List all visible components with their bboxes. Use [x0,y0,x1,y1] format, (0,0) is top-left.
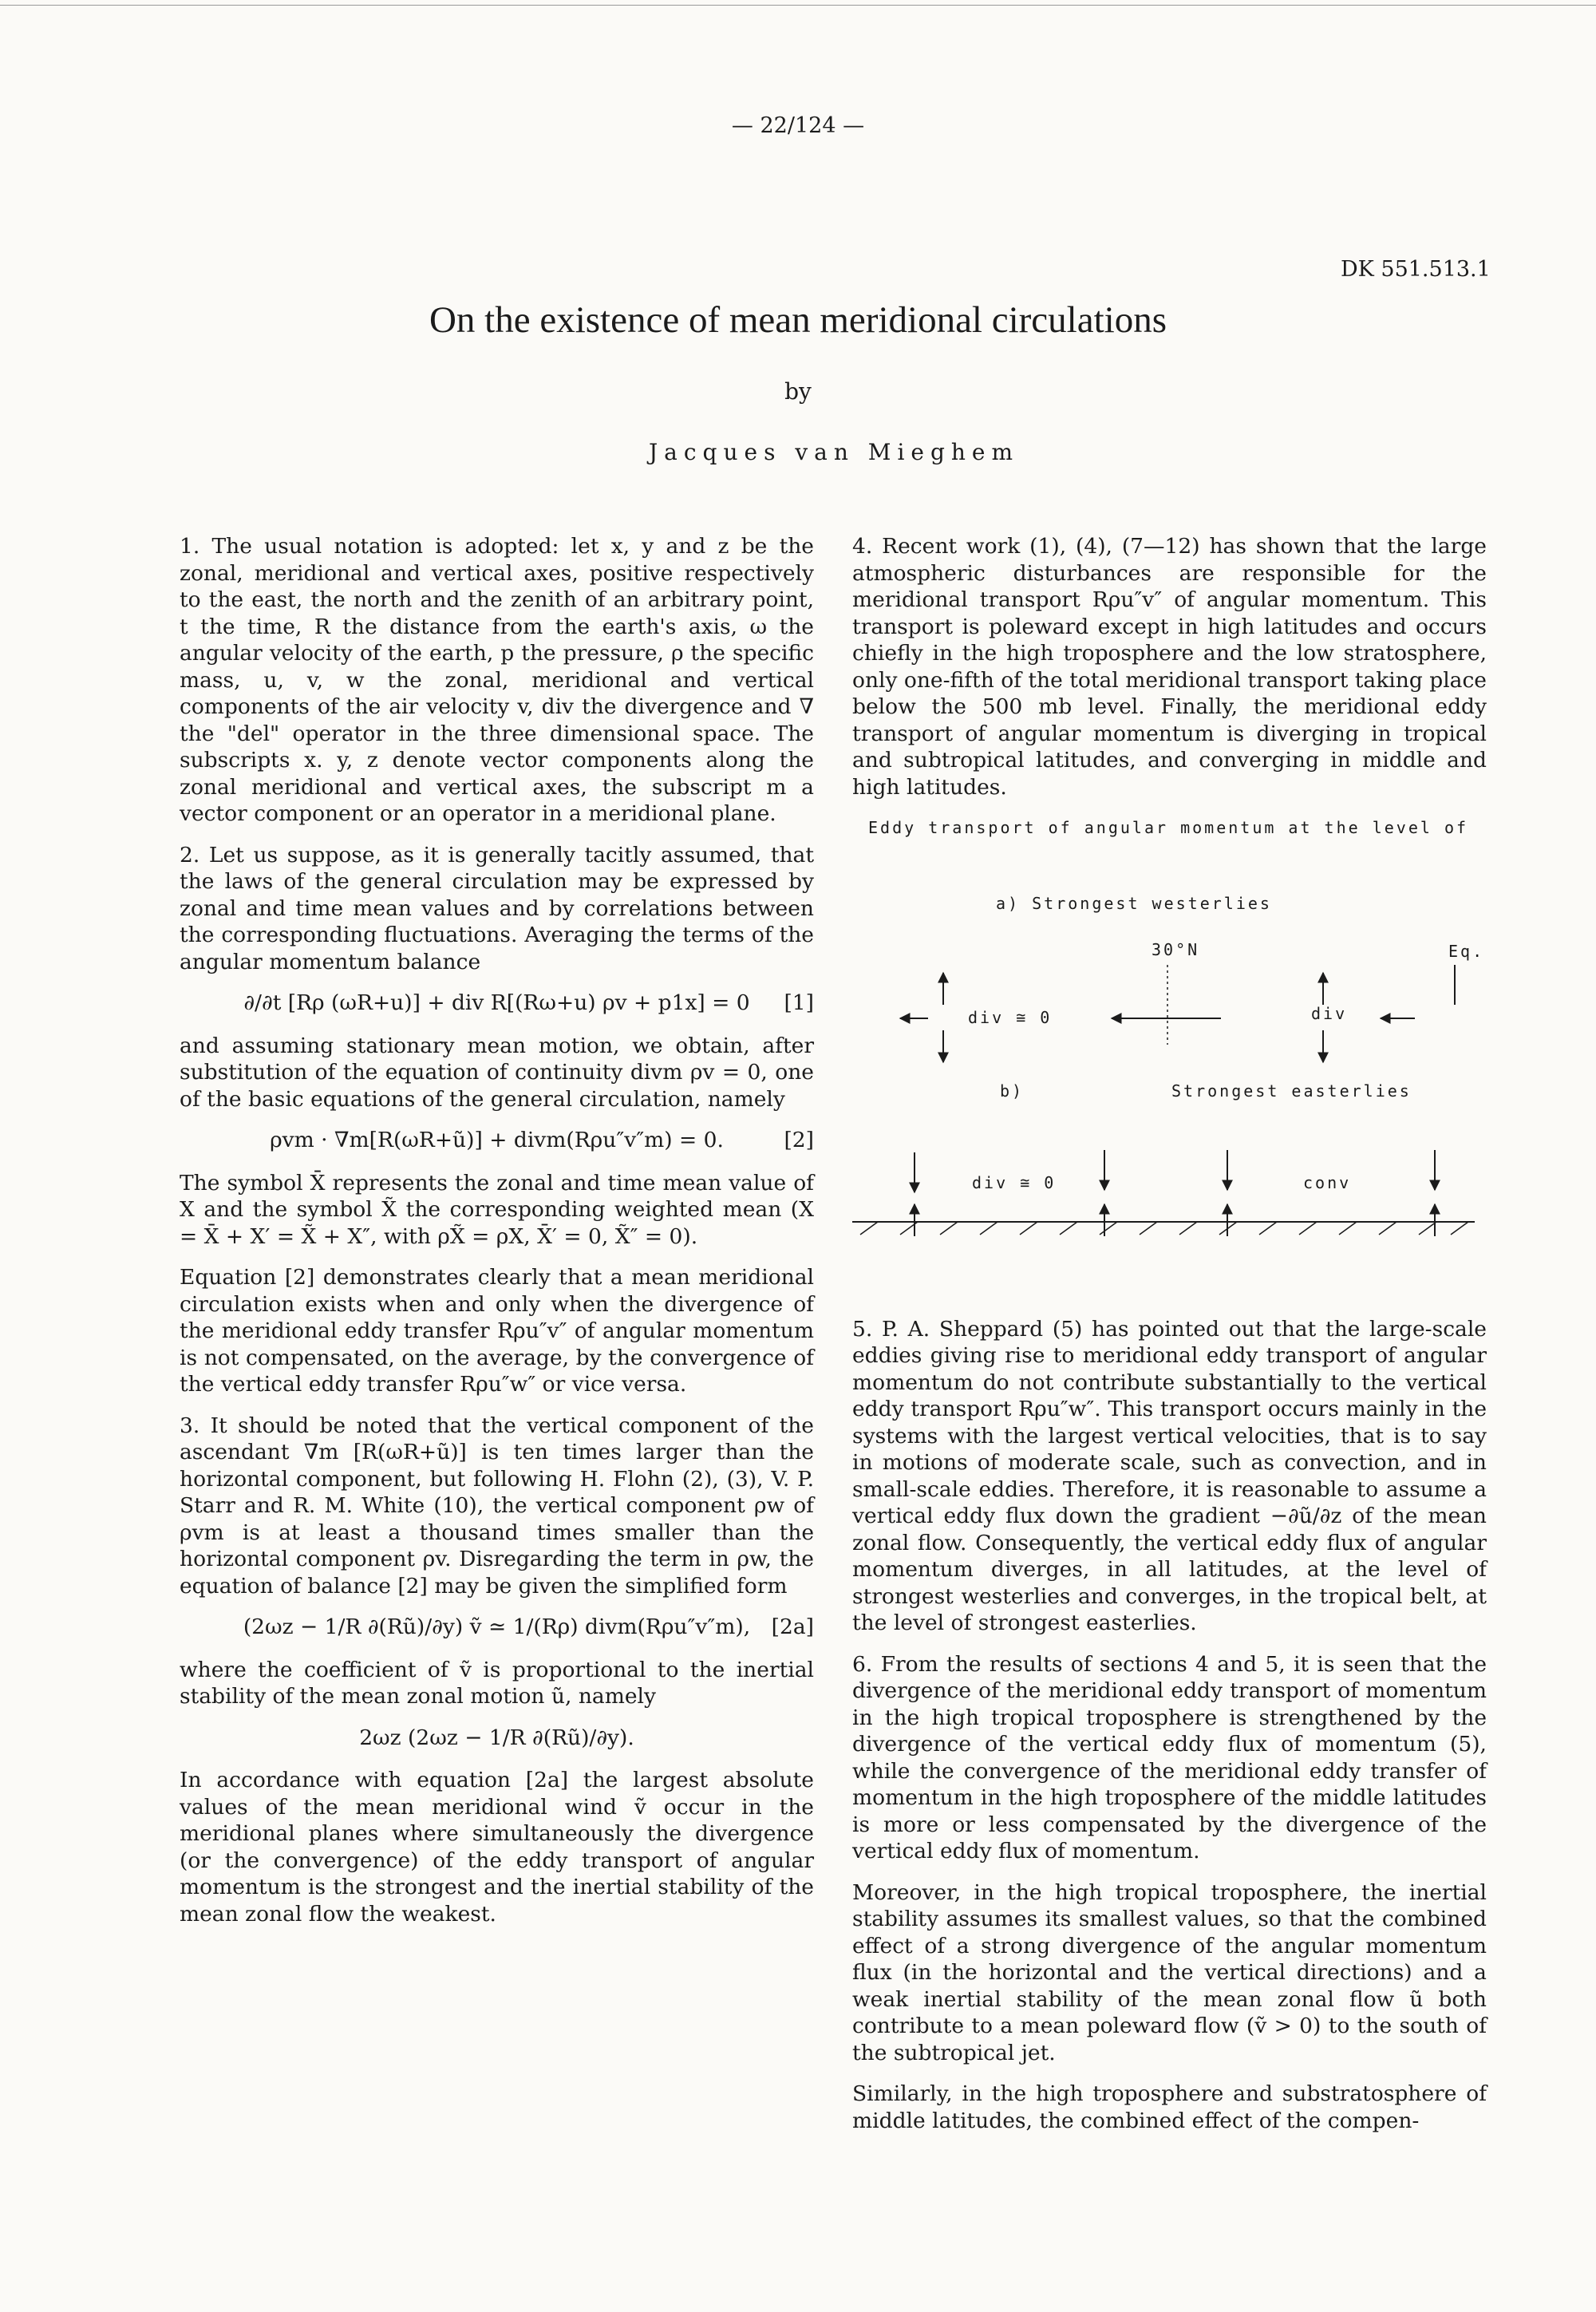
panel-b-title: Strongest easterlies [1171,1081,1412,1101]
equation-2a [180,1614,814,1641]
middle-latitudes-paragraph: Similarly, in the high troposphere and substratosphere of middle latitudes, the combined effect of the compen- [852,2081,1487,2133]
section-3-paragraph: 3. It should be noted that the vertical component of the ascendant ∇m [R(ωR+ũ)] is ten times larger than the horizontal component, but following H. Flohn (2), (3), V. P. Starr and R. M. White (10), the vertical component ρw of ρvm is at least a thousand times smaller than the horizontal component ρv. Disregarding the term in ρw, the equation of balance [2] may be given the simplified form [180,1413,814,1599]
inertial-stability-paragraph: where the coefficient of ṽ is proportional to the inertial stability of the mean zonal motion ũ, namely [180,1657,814,1709]
equation-2a-number: [2a] [771,1614,814,1639]
div-label-a: div [1311,1003,1348,1023]
paper-title: On the existence of mean meridional circulations [429,299,1167,341]
section-2-paragraph: 2. Let us suppose, as it is generally tacitly assumed, that the laws of the general circulation may be expressed by zonal and time mean values and by correlations between the corresponding fluctuations. Averaging the terms of the angular momentum balance [180,842,814,974]
equation-2-text: ρvm · ∇m[R(ωR+ũ)] + divm(Rρu″v″m) = 0. [270,1128,724,1152]
panel-a-label: a) Strongest westerlies [996,893,1272,913]
panel-b-label: b) [1000,1081,1025,1101]
equation-2 [180,1127,814,1154]
equation-1 [180,990,814,1017]
equation-2a-text: (2ωz − 1/R ∂(Rũ)/∂y) ṽ ≃ 1/(Rρ) divm(Rρu″v″m), [243,1614,751,1639]
inertial-stability-expression [180,1725,814,1752]
left-column [180,533,814,1942]
ground-hatching [860,1222,1468,1235]
eddy-transport-diagram [852,853,1487,1300]
continuity-paragraph: and assuming stationary mean motion, we obtain, after substitution of the equation of continuity divm ρv = 0, one of the basic equations of the general circulation, namely [180,1033,814,1112]
mean-symbol-paragraph: The symbol X̄ represents the zonal and time mean value of X and the symbol X̃ the corresponding weighted mean (X = X̄ + X′ = X̃ + X″, with ρX̃ = ρX, X̄′ = 0, X̃″ = 0). [180,1170,814,1249]
section-6-paragraph: 6. From the results of sections 4 and 5, it is seen that the divergence of the meridional eddy transport of momentum in the high tropical troposphere is strengthened by the divergence of the vertical eddy flux of momentum (5), while the convergence of the meridional eddy transfer of momentum in the high troposphere of the middle latitudes is more or less compensated by the divergence of the vertical eddy flux of momentum. [852,1651,1487,1863]
equation-1-number: [1] [784,990,814,1015]
section-5-paragraph: 5. P. A. Sheppard (5) has pointed out that the large-scale eddies giving rise to meridional eddy transport of angular momentum do not contribute substantially to the vertical eddy transport Rρu″w″. This transport occurs mainly in the systems with the largest vertical velocities, that is to say in motions of moderate scale, such as convection, and in small-scale eddies. Therefore, it is reasonable to assume a vertical eddy flux down the gradient −∂ũ/∂z of the mean zonal flow. Consequently, the vertical eddy flux of angular momentum diverges, in all latitudes, at the level of strongest westerlies and converges, in the tropical belt, at the level of strongest easterlies. [852,1316,1487,1635]
equation-2-discussion: Equation [2] demonstrates clearly that a mean meridional circulation exists when and only when the divergence of the meridional eddy transfer Rρu″v″ of angular momentum is not compensated, on the average, by the convergence of the vertical eddy transfer Rρu″w″ or vice versa. [180,1265,814,1397]
equation-2a-conclusion: In accordance with equation [2a] the largest absolute values of the mean meridional wind ṽ occur in the meridional planes where simultaneously the divergence (or the convergence) of the eddy transport of angular momentum is the strongest and the inertial stability of the mean zonal flow the weakest. [180,1768,814,1927]
latitude-30n-label: 30°N [1152,939,1200,959]
section-4-paragraph: 4. Recent work (1), (4), (7—12) has shown that the large atmospheric disturbances are responsible for the meridional transport Rρu″v″ of angular momentum. This transport is poleward except in high latitudes and occurs chiefly in the high troposphere and the low stratosphere, only one-fifth of the total meridional transport taking place below the 500 mb level. Finally, the meridional eddy transport of angular momentum is diverging in tropical and subtropical latitudes, and converging in middle and high latitudes. [852,534,1487,800]
page-number: — 22/124 — [731,113,865,138]
inertial-stability-discussion: Moreover, in the high tropical troposphere, the inertial stability assumes its smallest values, so that the combined effect of a strong divergence of the angular momentum flux (in the horizontal and the vertical directions) and a weak inertial stability of the mean zonal flow ũ both contribute to a mean poleward flow (ṽ > 0) to the south of the subtropical jet. [852,1879,1487,2065]
equator-label: Eq. [1448,941,1485,961]
equation-1-text: ∂/∂t [Rρ (ωR+u)] + div R[(Rω+u) ρv + p1x] = 0 [243,990,750,1015]
author-name: Jacques van Mieghem [648,439,1020,465]
figure-caption: Eddy transport of angular momentum at the level of [868,818,1469,837]
scan-edge-line [0,5,1596,6]
inertial-stability-text: 2ωz (2ωz − 1/R ∂(Rũ)/∂y). [359,1725,634,1750]
right-column [852,533,1487,2148]
dk-classification: DK 551.513.1 [1341,257,1491,282]
conv-label-b: conv [1303,1172,1352,1192]
section-1-paragraph: 1. The usual notation is adopted: let x, y and z be the zonal, meridional and vertical axes, positive respectively to the east, the north and the zenith of an arbitrary point, t the time, R the distance from the earth's axis, ω the angular velocity of the earth, p the pressure, ρ the specific mass, u, v, w the zonal, meridional and vertical components of the air velocity v, div the divergence and ∇ the "del" operator in the three dimensional space. The subscripts x. y, z denote vector components along the zonal meridional and vertical axes, the subscript m a vector component or an operator in a meridional plane. [180,534,814,826]
equation-2-number: [2] [784,1128,814,1152]
byline: by [784,378,812,405]
div-approx-zero-a: div ≅ 0 [968,1007,1053,1027]
div-approx-zero-b: div ≅ 0 [972,1172,1057,1192]
eddy-transport-figure [852,853,1487,1316]
